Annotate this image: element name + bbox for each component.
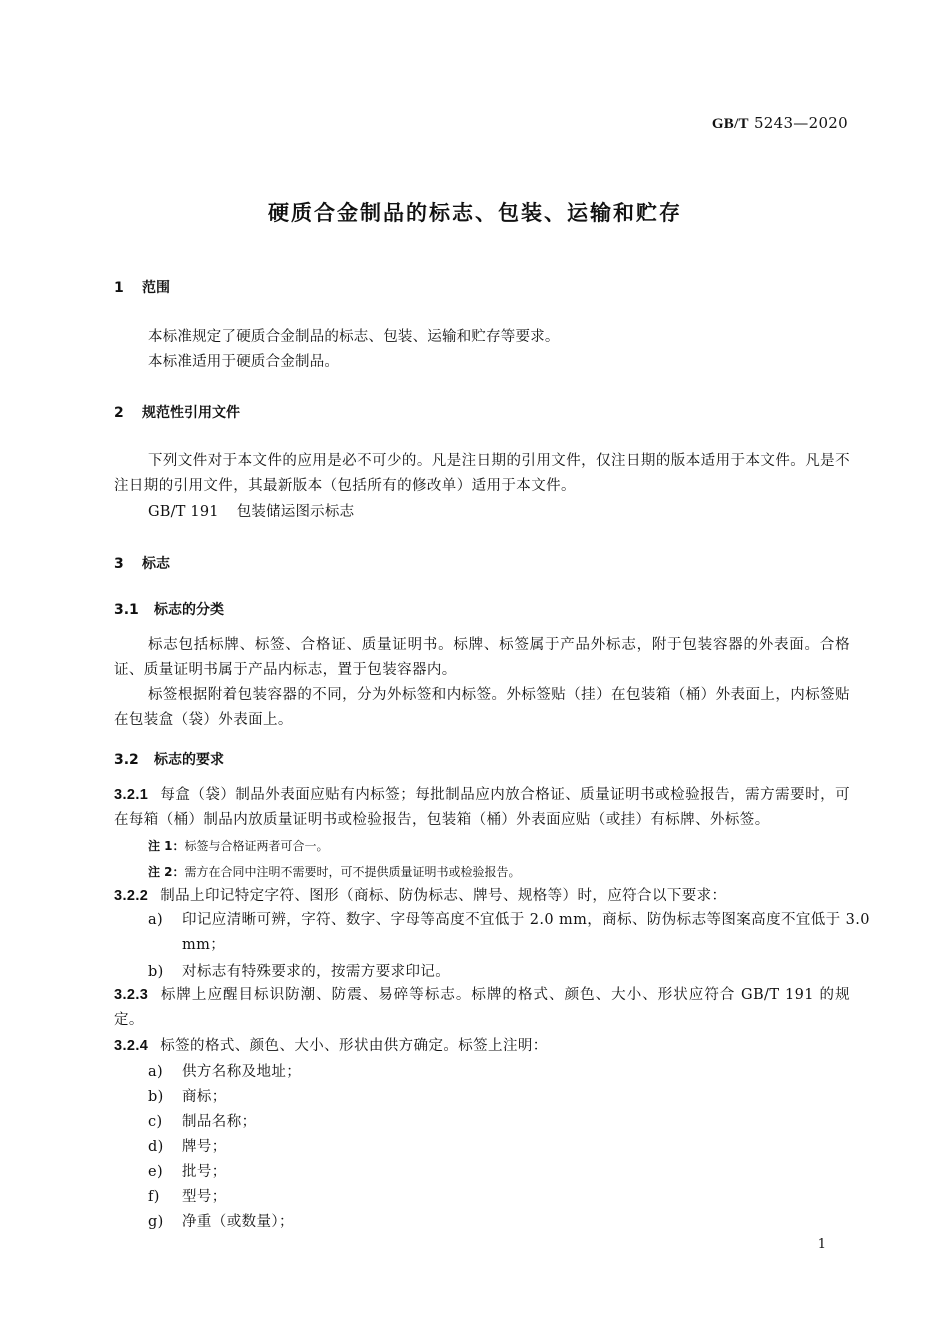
section-1-para-2: 本标准适用于硬质合金制品。	[148, 354, 340, 370]
item-label: b)	[148, 964, 164, 980]
section-3-1-title: 标志的分类	[154, 602, 224, 618]
clause-3-2-1	[114, 783, 850, 833]
page-number: 1	[817, 1237, 826, 1252]
reference-code: GB/T 191	[148, 504, 219, 520]
item-label: a)	[148, 1064, 164, 1080]
item-text: 净重（或数量）；	[182, 1214, 294, 1230]
clause-3-2-1-text: 每盒（袋）制品外表面应贴有内标签；每批制品应内放合格证、质量证明书或检验报告，需方需要时，可在每箱（桶）制品内放质量证明书或检验报告，包装箱（桶）外表面应贴（或挂）有标牌、外标签。	[114, 787, 850, 828]
clause-3-2-2-text: 制品上印记特定字符、图形（商标、防伪标志、牌号、规格等）时，应符合以下要求：	[160, 888, 727, 904]
item-label: a)	[148, 912, 164, 928]
section-2-heading	[114, 402, 240, 422]
clause-3-2-2-item-a	[148, 908, 884, 958]
note-1-text: 标签与合格证两者可合一。	[184, 839, 329, 853]
note-2-text: 需方在合同中注明不需要时，可不提供质量证明书或检验报告。	[184, 865, 521, 879]
clause-3-2-4-item-d	[148, 1135, 227, 1156]
section-2-title: 规范性引用文件	[142, 405, 240, 421]
document-title: 硬质合金制品的标志、包装、运输和贮存	[268, 201, 682, 225]
item-label: e)	[148, 1164, 164, 1180]
clause-3-2-4-item-b	[148, 1085, 227, 1106]
clause-3-2-2	[114, 884, 850, 909]
clause-3-2-4-item-f	[148, 1185, 227, 1206]
normative-reference	[148, 500, 354, 521]
item-label: c)	[148, 1114, 163, 1130]
item-text: 供方名称及地址；	[182, 1064, 302, 1080]
section-3-1-para-1: 标志包括标牌、标签、合格证、质量证明书。标牌、标签属于产品外标志，附于包装容器的外表面。合格证、质量证明书属于产品内标志，置于包装容器内。	[114, 637, 850, 678]
item-label: f)	[148, 1189, 160, 1205]
section-1-title: 范围	[142, 280, 170, 296]
section-3-1-heading	[114, 599, 224, 619]
section-2-number: 2	[114, 405, 124, 421]
section-3-2-number: 3.2	[114, 752, 139, 768]
item-text: 印记应清晰可辨，字符、数字、字母等高度不宜低于 2.0 mm，商标、防伪标志等图案高度不宜低于 3.0 mm；	[182, 912, 870, 953]
clause-3-2-3	[114, 983, 850, 1033]
item-label: b)	[148, 1089, 164, 1105]
clause-3-2-4-item-g	[148, 1210, 294, 1231]
section-3-2-heading	[114, 749, 224, 769]
clause-3-2-4-number: 3.2.4	[114, 1038, 149, 1054]
section-3-1-para-2: 标签根据附着包装容器的不同，分为外标签和内标签。外标签贴（挂）在包装箱（桶）外表面上，内标签贴在包装盒（袋）外表面上。	[114, 687, 850, 728]
item-text: 牌号；	[182, 1139, 227, 1155]
section-3-2-title: 标志的要求	[154, 752, 224, 768]
item-label: g)	[148, 1214, 164, 1230]
clause-3-2-4-item-a	[148, 1060, 301, 1081]
note-1	[148, 837, 329, 854]
standard-code: 5243—2020	[753, 114, 848, 132]
clause-3-2-4	[114, 1034, 850, 1059]
item-text: 商标；	[182, 1089, 227, 1105]
item-text: 制品名称；	[182, 1114, 257, 1130]
section-1-heading	[114, 277, 170, 297]
standard-number	[712, 114, 848, 133]
section-3-title: 标志	[142, 556, 170, 572]
note-2-label: 注 2：	[148, 865, 185, 879]
section-3-1-number: 3.1	[114, 602, 139, 618]
section-1-number: 1	[114, 280, 124, 296]
item-text: 型号；	[182, 1189, 227, 1205]
standard-prefix: GB/T	[711, 116, 749, 132]
clause-3-2-2-item-b	[148, 960, 450, 981]
item-label: d)	[148, 1139, 164, 1155]
clause-3-2-4-item-c	[148, 1110, 257, 1131]
note-1-label: 注 1：	[148, 839, 185, 853]
item-text: 批号；	[182, 1164, 227, 1180]
section-2-para-1: 下列文件对于本文件的应用是必不可少的。凡是注日期的引用文件，仅注日期的版本适用于本文件。凡是不注日期的引用文件，其最新版本（包括所有的修改单）适用于本文件。	[114, 453, 850, 494]
item-text: 对标志有特殊要求的，按需方要求印记。	[182, 964, 451, 980]
section-1-para-1: 本标准规定了硬质合金制品的标志、包装、运输和贮存等要求。	[148, 329, 560, 345]
clause-3-2-1-number: 3.2.1	[114, 787, 149, 803]
section-3-heading	[114, 553, 170, 573]
reference-title: 包装储运图示标志	[236, 504, 355, 520]
section-3-number: 3	[114, 556, 124, 572]
clause-3-2-4-item-e	[148, 1160, 227, 1181]
clause-3-2-2-number: 3.2.2	[114, 888, 149, 904]
clause-3-2-3-text: 标牌上应醒目标识防潮、防震、易碎等标志。标牌的格式、颜色、大小、形状应符合 GB/T 191 的规定。	[114, 987, 850, 1028]
clause-3-2-4-text: 标签的格式、颜色、大小、形状由供方确定。标签上注明：	[160, 1038, 548, 1054]
clause-3-2-3-number: 3.2.3	[114, 987, 149, 1003]
note-2	[148, 863, 521, 880]
